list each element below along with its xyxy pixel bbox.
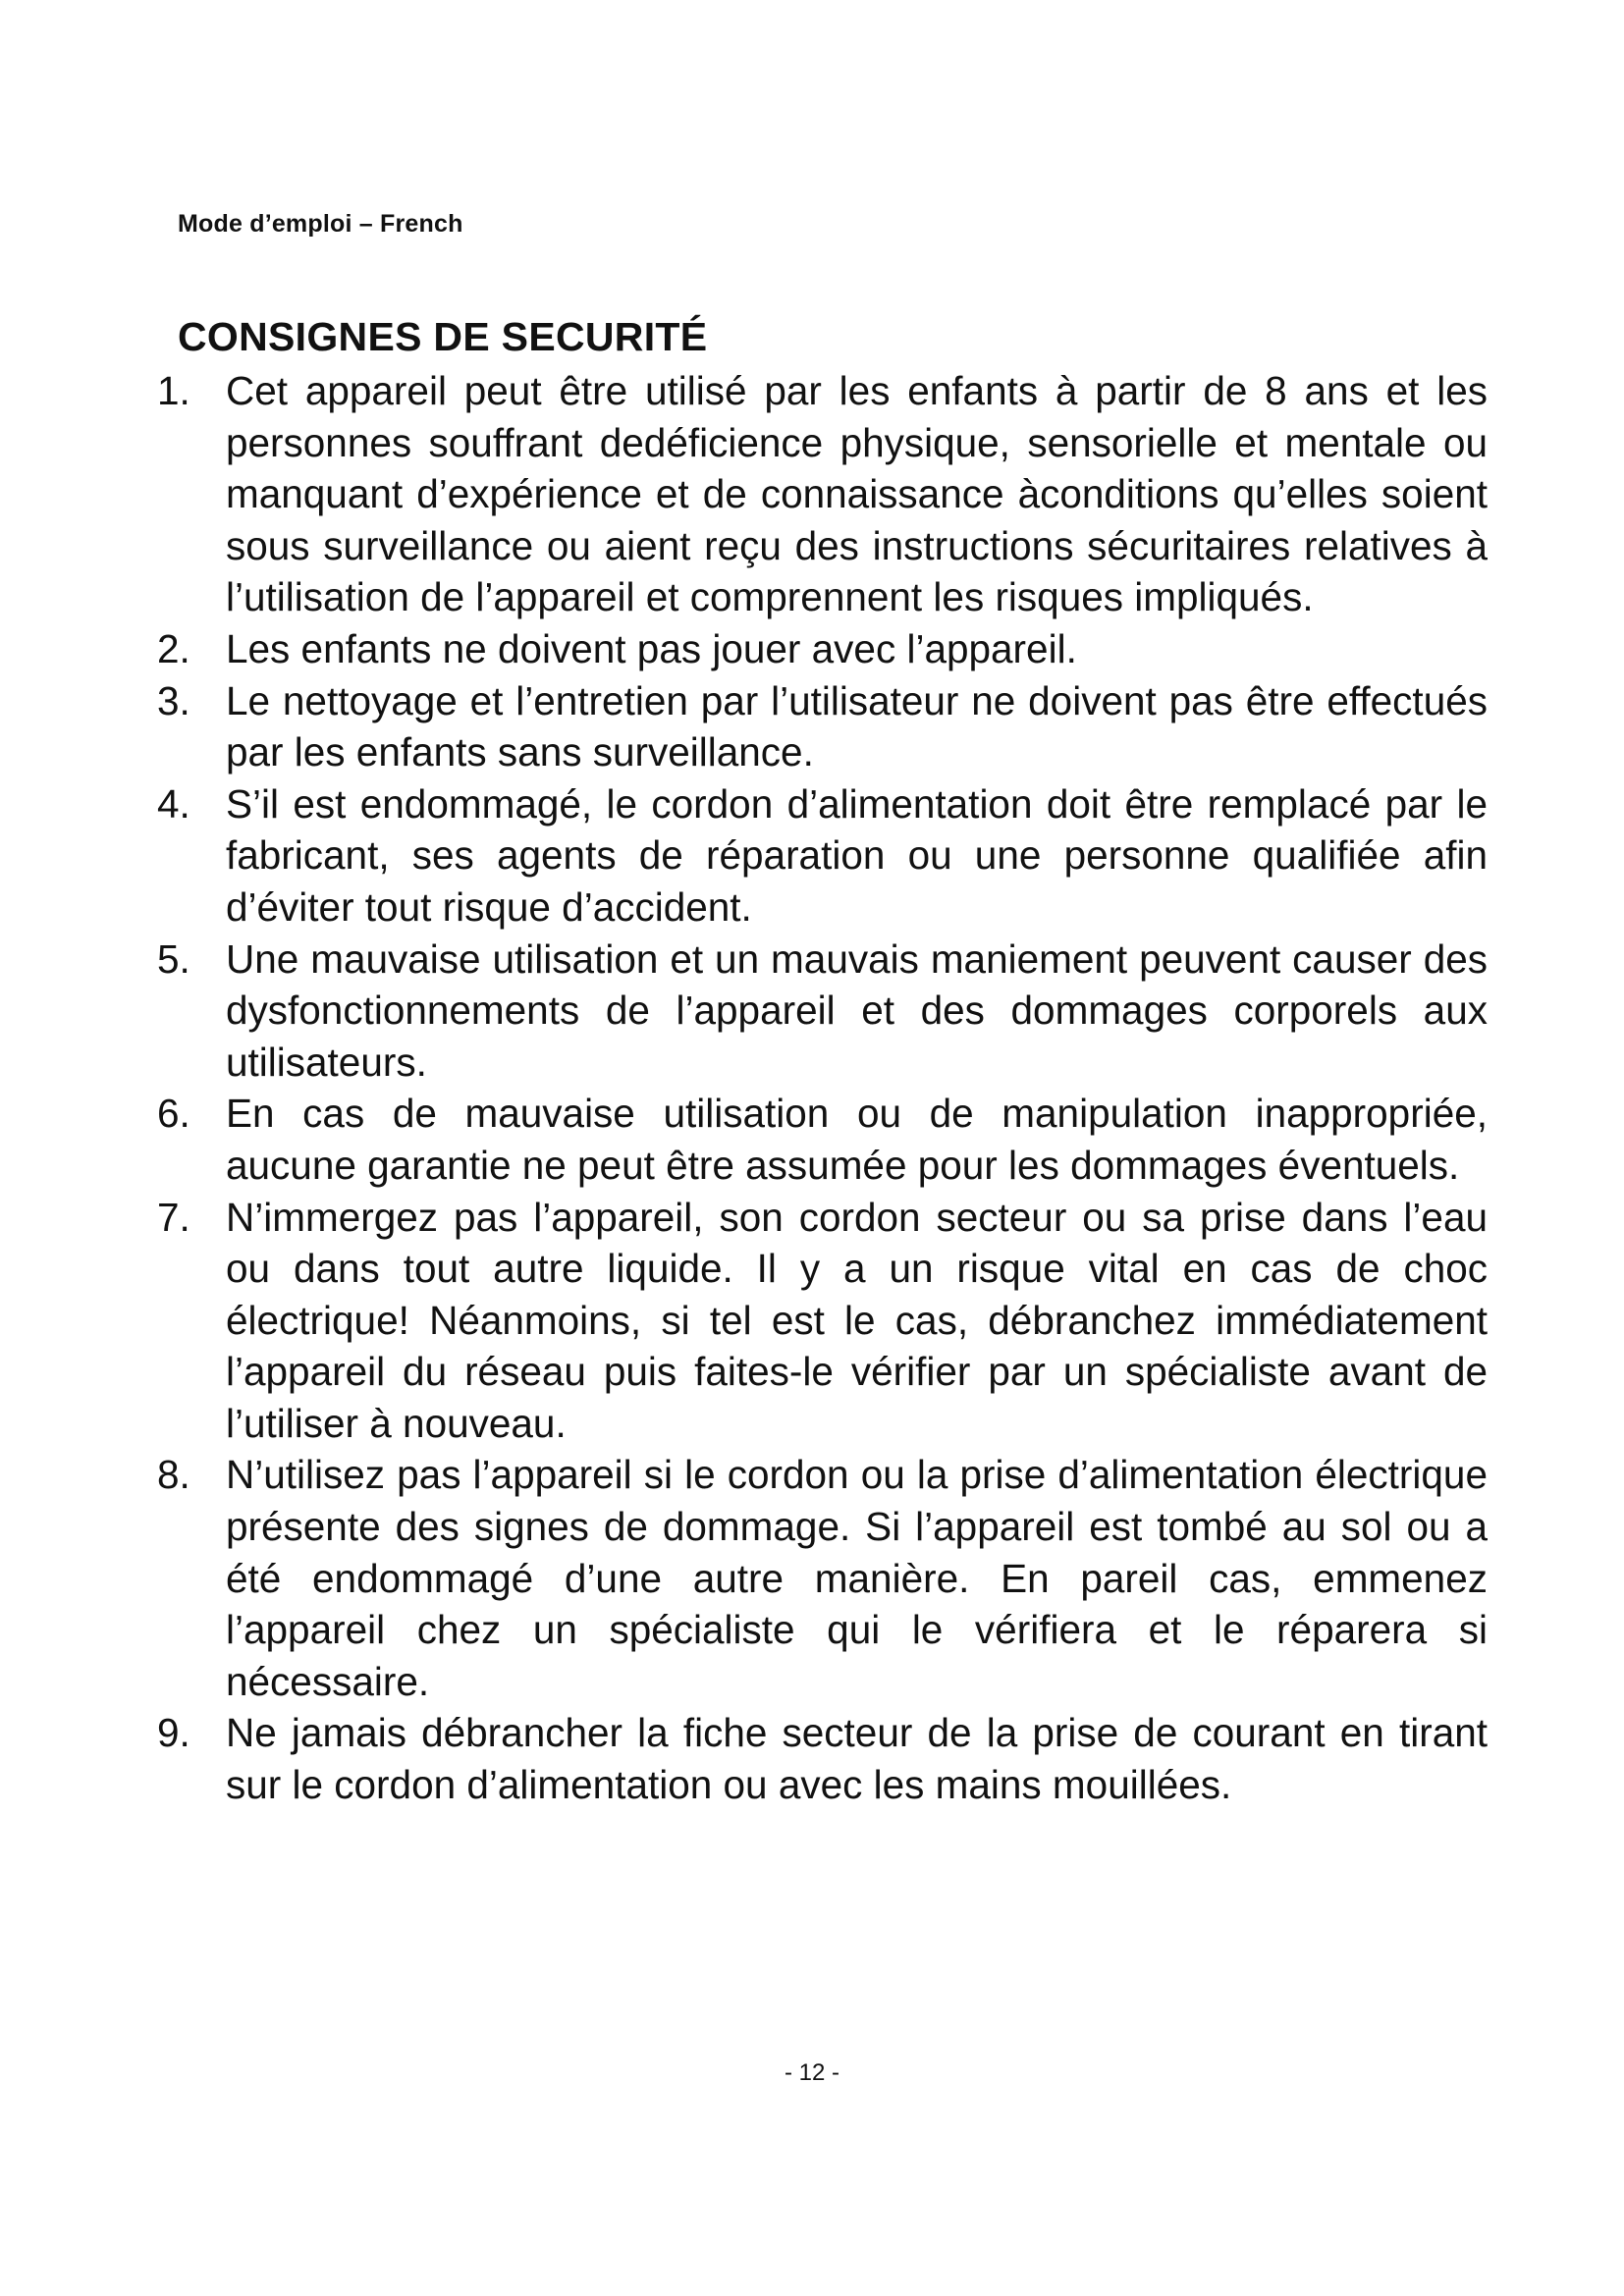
list-item xyxy=(157,1192,1488,1450)
list-item-number: 4. xyxy=(157,780,190,827)
section-title: CONSIGNES DE SECURITÉ xyxy=(178,314,708,359)
list-item-text: Le nettoyage et l’entretien par l’utilisateur ne doivent pas être effectués par les enfants sans surveillance. xyxy=(226,677,1488,775)
list-item-number: 2. xyxy=(157,625,190,671)
page-header: Mode d’emploi – French xyxy=(178,210,463,238)
list-item xyxy=(157,1088,1488,1191)
list-item xyxy=(157,675,1488,778)
page-number: - 12 - xyxy=(784,2059,839,2086)
list-item-text: Une mauvaise utilisation et un mauvais maniement peuvent causer des dysfonctionnements de l’appareil et des dommages corporels aux utilisateurs. xyxy=(226,935,1488,1085)
list-item-text: Ne jamais débrancher la fiche secteur de la prise de courant en tirant sur le cordon d’alimentation ou avec les mains mouillées. xyxy=(226,1710,1488,1808)
list-item-number: 5. xyxy=(157,935,190,982)
list-item-text: S’il est endommagé, le cordon d’alimentation doit être remplacé par le fabricant, ses agents de réparation ou une personne qualifiée afin d’éviter tout risque d’accident. xyxy=(226,780,1488,930)
list-item xyxy=(157,934,1488,1089)
list-item xyxy=(157,778,1488,934)
list-item-number: 3. xyxy=(157,677,190,723)
list-item-text: N’utilisez pas l’appareil si le cordon ou la prise d’alimentation électrique présente des signes de dommage. Si l’appareil est tombé au sol ou a été endommagé d’une autre manière. En pareil cas, emmenez l’appareil chez un spécialiste qui le vérifiera et le réparera si nécessaire. xyxy=(226,1452,1488,1704)
list-item-number: 6. xyxy=(157,1091,190,1137)
list-item-text: En cas de mauvaise utilisation ou de manipulation inappropriée, aucune garantie ne peut être assumée pour les dommages éventuels. xyxy=(226,1091,1488,1188)
list-item-text: Cet appareil peut être utilisé par les enfants à partir de 8 ans et les personnes souffrant dedéficience physique, sensorielle et mentale ou manquant d’expérience et de connaissance àconditions qu’elles soient sous surveillance ou aient reçu des instructions sécuritaires relatives à l’utilisation de l’appareil et comprennent les risques impliqués. xyxy=(226,368,1488,620)
list-item-number: 8. xyxy=(157,1452,190,1498)
list-item xyxy=(157,623,1488,675)
list-item xyxy=(157,1449,1488,1707)
list-item xyxy=(157,365,1488,623)
list-item-number: 9. xyxy=(157,1710,190,1756)
list-item xyxy=(157,1707,1488,1810)
safety-rules-list xyxy=(157,365,1488,1811)
list-item-number: 1. xyxy=(157,368,190,413)
list-item-text: Les enfants ne doivent pas jouer avec l’appareil. xyxy=(226,625,1077,671)
list-item-text: N’immergez pas l’appareil, son cordon secteur ou sa prise dans l’eau ou dans tout autre liquide. Il y a un risque vital en cas de choc électrique! Néanmoins, si tel est le cas, débranchez immédiatement l’appareil du réseau puis faites-le vérifier par un spécialiste avant de l’utiliser à nouveau. xyxy=(226,1194,1488,1446)
list-item-number: 7. xyxy=(157,1194,190,1240)
